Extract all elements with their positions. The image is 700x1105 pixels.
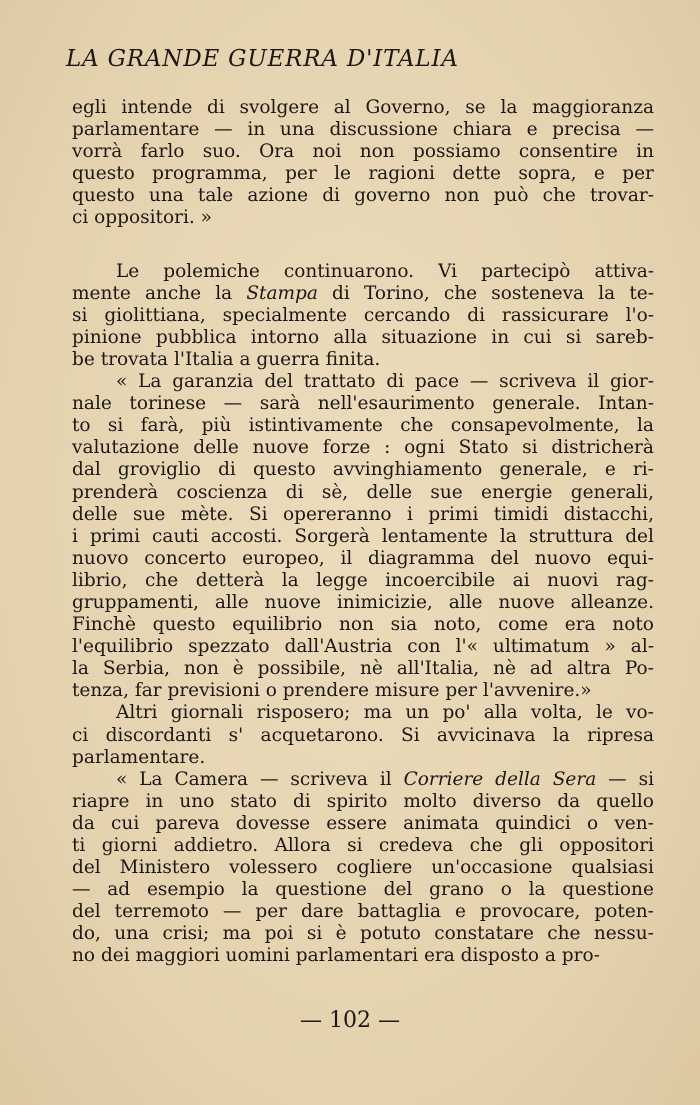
text-line: ci discordanti s' acquetarono. Si avvicinava la ripresa xyxy=(72,724,654,746)
body-text xyxy=(72,97,654,968)
text-line: questo programma, per le ragioni dette sopra, e per xyxy=(72,163,654,185)
text-line: dal groviglio di questo avvinghiamento generale, e ri- xyxy=(72,459,654,481)
text-line: ci oppositori. » xyxy=(72,207,212,229)
text-line: si giolittiana, specialmente cercando di rassicurare l'o- xyxy=(72,304,654,326)
text-line: prenderà coscienza di sè, delle sue energie generali, xyxy=(72,481,654,503)
text-line: Le polemiche continuarono. Vi partecipò attiva- xyxy=(116,260,654,282)
text-line: riapre in uno stato di spirito molto diverso da quello xyxy=(72,790,654,812)
text-line: « La garanzia del trattato di pace — scriveva il gior- xyxy=(116,371,654,393)
text-line: delle sue mète. Si opereranno i primi timidi distacchi, xyxy=(72,503,654,525)
text-line: do, una crisi; ma poi si è potuto constatare che nessu- xyxy=(72,923,654,945)
text-line: valutazione delle nuove forze : ogni Stato si districherà xyxy=(72,437,654,459)
paragraph xyxy=(72,97,654,230)
text-line: del terremoto — per dare battaglia e provocare, poten- xyxy=(72,901,654,923)
text-line: da cui pareva dovesse essere animata quindici o ven- xyxy=(72,812,654,834)
text-line: gruppamenti, alle nuove inimicizie, alle nuove alleanze. xyxy=(72,591,654,613)
text-line: to si farà, più istintivamente che consapevolmente, la xyxy=(72,415,654,437)
text-line: questo una tale azione di governo non può che trovar- xyxy=(72,185,654,207)
text-line: i primi cauti accosti. Sorgerà lentamente la struttura del xyxy=(72,525,654,547)
text-line: librio, che detterà la legge incoercibile ai nuovi rag- xyxy=(72,569,654,591)
text-line: tenza, far previsioni o prendere misure per l'avvenire.» xyxy=(72,680,592,702)
text-line: Finchè questo equilibrio non sia noto, come era noto xyxy=(72,614,654,636)
text-line: la Serbia, non è possibile, nè all'Italia, nè ad altra Po- xyxy=(72,658,654,680)
text-line: parlamentare. xyxy=(72,746,206,768)
text-line: del Ministero volessero cogliere un'occasione qualsiasi xyxy=(72,857,654,879)
running-head: LA GRANDE GUERRA D'ITALIA xyxy=(66,46,459,72)
text-line: ti giorni addietro. Allora si credeva che gli oppositori xyxy=(72,835,654,856)
text-line: egli intende di svolgere al Governo, se la maggioranza xyxy=(72,97,654,118)
paragraph xyxy=(72,261,654,371)
paragraph-gap xyxy=(72,230,654,261)
text-line: — ad esempio la questione del grano o la questione xyxy=(72,879,654,901)
text-line: nuovo concerto europeo, il diagramma del nuovo equi- xyxy=(72,547,654,569)
paragraph xyxy=(72,702,654,768)
text-line: vorrà farlo suo. Ora noi non possiamo consentire in xyxy=(72,141,654,163)
text-line: « La Camera — scriveva il Corriere della Sera — si xyxy=(116,768,654,790)
text-line: l'equilibrio spezzato dall'Austria con l'« ultimatum » al- xyxy=(72,636,654,658)
paragraph xyxy=(72,769,654,968)
text-line: pinione pubblica intorno alla situazione in cui si sareb- xyxy=(72,326,654,348)
text-line: nale torinese — sarà nell'esaurimento generale. Intan- xyxy=(72,393,654,415)
page-number: — 102 — xyxy=(300,1008,400,1033)
text-line: parlamentare — in una discussione chiara e precisa — xyxy=(72,119,654,141)
text-line: be trovata l'Italia a guerra finita. xyxy=(72,348,381,370)
text-line: no dei maggiori uomini parlamentari era disposto a pro- xyxy=(72,945,600,967)
paragraph xyxy=(72,371,654,702)
text-line: Altri giornali risposero; ma un po' alla volta, le vo- xyxy=(116,702,654,724)
text-line: mente anche la Stampa di Torino, che sosteneva la te- xyxy=(72,282,654,304)
